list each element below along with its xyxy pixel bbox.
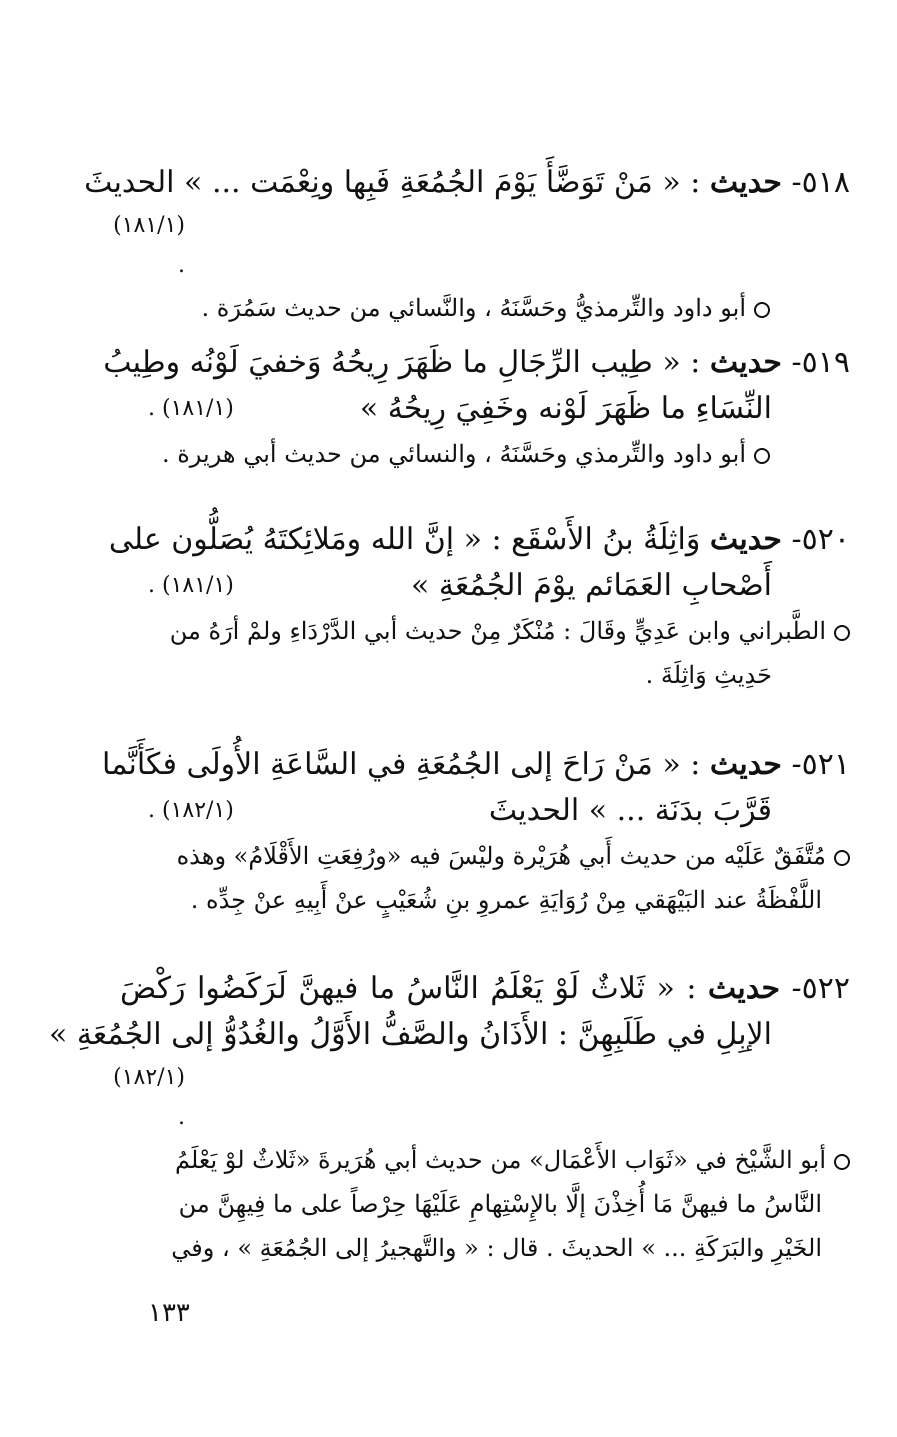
- takhrij-note: الطَّبراني وابن عَدِيٍّ وقَالَ : مُنْكَرٌ مِنْ حديث أبي الدَّرْدَاءِ ولمْ أرَهُ من: [120, 609, 850, 653]
- hadith-heading: حديث: [709, 345, 782, 380]
- takhrij-note: مُتَّفَقٌ عَلَيْه من حديث أَبي هُرَيْرة وليْسَ فيه «ورُفِعَتِ الأَقْلَامُ» وهذه: [120, 834, 850, 878]
- hadith-number: ٥٢١-: [791, 747, 850, 782]
- circle-bullet-icon: [834, 625, 850, 641]
- circle-bullet-icon: [834, 1154, 850, 1170]
- hadith-number: ٥١٩-: [791, 345, 850, 380]
- takhrij-note-continuation: اللَّفْظَةُ عند البَيْهَقي مِنْ رُوَايَةِ عمروِ بنِ شُعَيْبٍ عنْ أَبِيهِ عنْ جِدِّه .: [190, 886, 822, 914]
- takhrij-note: أبو داود والتِّرمذيُّ وحَسَّنَهُ ، والنَّسائي من حديث سَمُرَة .: [120, 286, 850, 330]
- hadith-text-line: [120, 563, 850, 609]
- hadith-text: : « مَنْ تَوَضَّأَ يَوْمَ الجُمُعَةِ فَبِها ونِعْمَت ... » الحديثَ: [84, 165, 710, 200]
- circle-bullet-icon: [754, 302, 770, 318]
- hadith-text-line: [84, 160, 850, 206]
- hadith-entry-522: [48, 966, 850, 1270]
- source-reference: (١٨١/١) .: [148, 573, 234, 598]
- hadith-heading: حديث: [707, 971, 781, 1006]
- takhrij-note-continuation: النَّاسُ ما فيهنَّ مَا أُخِذْنَ إلَّا بالإِسْتِهامِ عَلَيْهَا حِرْصاً على ما فِيهِنَّ من: [178, 1190, 822, 1218]
- takhrij-note: أبو الشَّيْخ في «ثَوَاب الأَعْمَال» من حديث أبي هُرَيرةَ «ثَلاثٌ لوْ يَعْلَمُ: [120, 1138, 850, 1182]
- hadith-text-line: [102, 742, 850, 788]
- hadith-heading: حديث: [709, 165, 782, 200]
- hadith-text: الإبِلِ في طَلَبِهِنَّ : الأَذَانُ والصَّفُّ الأَوَّلُ والغُدُوُّ إلى الجُمُعَةِ »: [48, 1017, 772, 1052]
- hadith-entry-520: [108, 517, 850, 697]
- circle-bullet-icon: [834, 850, 850, 866]
- hadith-heading: حديث: [709, 747, 782, 782]
- takhrij-note: أبو داود والتِّرمذي وحَسَّنَهُ ، والنسائي من حديث أبي هريرة .: [120, 432, 850, 476]
- page-number: ١٣٣: [148, 1298, 190, 1328]
- hadith-text: قَرَّبَ بدَنَة ... » الحديثَ: [488, 793, 772, 828]
- hadith-text: : « ثَلاثٌ لَوْ يَعْلَمُ النَّاسُ ما فيهنَّ لَرَكَضُوا رَكْضَ: [120, 971, 708, 1006]
- hadith-text: النِّسَاءِ ما ظَهَرَ لَوْنه وخَفِيَ رِيحُهُ »: [359, 391, 772, 426]
- source-reference: (١٨١/١) .: [113, 213, 185, 278]
- circle-bullet-icon: [754, 448, 770, 464]
- hadith-entry-518: [84, 160, 850, 330]
- hadith-number: ٥٢٢-: [791, 971, 850, 1006]
- takhrij-note-continuation: حَدِيثِ وَاثِلَةَ .: [645, 661, 772, 689]
- hadith-text-line: [120, 788, 850, 834]
- hadith-text: وَاثِلَةُ بنُ الأَسْقَع : « إنَّ الله ومَلائِكتَهُ يُصَلُّون على: [108, 522, 710, 557]
- source-reference: (١٨٢/١) .: [148, 798, 234, 823]
- hadith-entry-521: [102, 742, 850, 922]
- hadith-text: أَصْحابِ العَمَائم يوْمَ الجُمُعَةِ »: [411, 568, 772, 603]
- hadith-text: : « طِيب الرِّجَالِ ما ظَهَرَ رِيحُهُ وَخفيَ لَوْنُه وطِيبُ: [103, 345, 710, 380]
- hadith-text-line: [108, 517, 850, 563]
- hadith-text-line: [120, 386, 850, 432]
- hadith-entry-519: [103, 340, 850, 476]
- hadith-text-line: [48, 1012, 850, 1058]
- hadith-text: : « مَنْ رَاحَ إلى الجُمُعَةِ في السَّاعَةِ الأُولَى فكَأَنَّما: [102, 747, 710, 782]
- hadith-heading: حديث: [709, 522, 782, 557]
- source-reference: (١٨١/١) .: [148, 396, 234, 421]
- source-reference: (١٨٢/١) .: [113, 1065, 185, 1130]
- takhrij-note-continuation: الخَيْرِ والبَرَكَةِ ... » الحديثَ . قال : « والتَّهجيرُ إلى الجُمُعَةِ » ، وفي: [171, 1234, 822, 1262]
- hadith-text-line: [120, 966, 850, 1012]
- hadith-text-line: [103, 340, 850, 386]
- hadith-number: ٥٢٠-: [791, 522, 850, 557]
- hadith-number: ٥١٨-: [791, 165, 850, 200]
